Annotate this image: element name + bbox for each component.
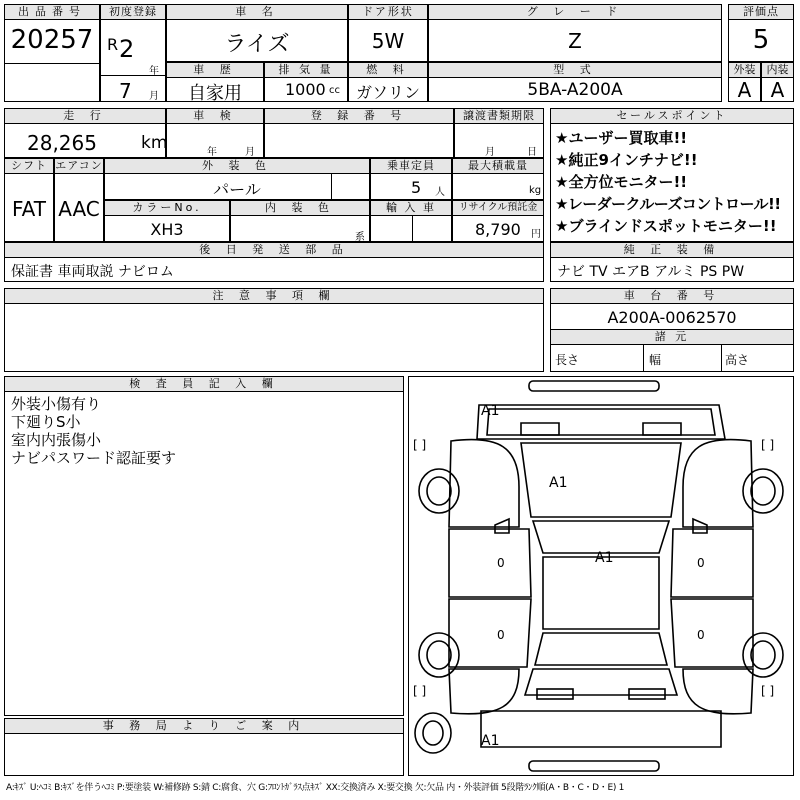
regno-label: 登 録 番 号 (265, 109, 453, 124)
history: 自家用 (188, 83, 242, 104)
chassis-box (550, 288, 794, 372)
fuel: ガソリン (355, 83, 420, 102)
shift-box (4, 158, 54, 242)
inspection-label: 車 検 (167, 109, 263, 124)
displacement-unit: cc (329, 85, 340, 96)
later-parts: 保証書 車両取説 ナビロム (11, 264, 174, 280)
mileage-box (4, 108, 166, 158)
seats-label: 乗車定員 (371, 159, 451, 174)
int-box (761, 62, 794, 102)
chassis-number: A200A-0062570 (607, 308, 737, 327)
model: 5BA-A200A (527, 80, 623, 100)
first-registration-box (100, 4, 166, 102)
door-box (348, 4, 428, 62)
car-name-label: 車 名 (167, 5, 347, 20)
ac-box (54, 158, 104, 242)
spec-height: 高さ (725, 353, 750, 367)
zero-label: 0 (497, 628, 505, 642)
shift-label: シフト (5, 159, 53, 174)
recycle-unit: 円 (531, 229, 541, 240)
era: R (107, 35, 119, 54)
inspector-note: ナビパスワード認証要す (11, 449, 177, 467)
color: パール (213, 180, 261, 199)
score-box (728, 4, 794, 62)
mileage-label: 走 行 (5, 109, 165, 124)
fuel-box (348, 62, 428, 102)
recycle-box (452, 200, 544, 242)
seats: 5 (411, 178, 422, 197)
history-box (166, 62, 264, 102)
recycle-label: リサイクル預託金 (453, 201, 543, 216)
zero-label: 0 (697, 556, 705, 570)
colorno: XH3 (150, 220, 184, 239)
zero-label: 0 (497, 556, 505, 570)
displacement: 1000 (285, 80, 326, 99)
color-label: 外 装 色 (105, 159, 369, 174)
mileage: 28,265 (27, 131, 97, 155)
ext-label: 外装 (729, 63, 760, 78)
mark-rear: A1 (481, 733, 500, 749)
sales-point: ★レーダークルーズコントロール!! (555, 195, 781, 213)
interior-box (230, 200, 370, 242)
sales-points-box (550, 108, 794, 242)
grade-box (428, 4, 722, 62)
sales-point: ★ユーザー買取車!! (555, 129, 688, 147)
model-box (428, 62, 722, 102)
mileage-unit: km (141, 133, 168, 153)
car-name-box (166, 4, 348, 62)
regno-box (264, 108, 454, 158)
equipment-label: 純 正 装 備 (551, 243, 793, 258)
int-label: 内装 (762, 63, 793, 78)
fuel-label: 燃 料 (349, 63, 427, 78)
door-label: ドア形状 (349, 5, 427, 20)
sales-point: ★純正9インチナビ!! (555, 151, 698, 169)
spec-length: 長さ (555, 353, 580, 367)
lot-box (4, 4, 100, 102)
insp-month: 月 (245, 147, 255, 158)
office-box (4, 718, 404, 776)
recycle: 8,790 (475, 220, 521, 239)
inspector-note: 下廻りS小 (11, 413, 81, 431)
inspector-label: 検 査 員 記 入 欄 (5, 377, 403, 392)
lot-number: 20257 (10, 25, 94, 55)
load-label: 最大積載量 (453, 159, 543, 174)
car-diagram (408, 376, 794, 776)
year-unit: 年 (149, 66, 159, 77)
score: 5 (752, 25, 770, 55)
car-diagram-svg (409, 377, 793, 775)
notes-box (4, 288, 544, 372)
office-label: 事 務 局 よ り ご 案 内 (5, 719, 403, 734)
grade: Z (568, 29, 582, 53)
displacement-label: 排 気 量 (265, 63, 347, 78)
inspection-box (166, 108, 264, 158)
equipment-box (550, 242, 794, 282)
displacement-box (264, 62, 348, 102)
model-label: 型 式 (429, 63, 721, 78)
transfer-box (454, 108, 544, 158)
transfer-label: 譲渡書類期限 (455, 109, 543, 124)
colorno-box (104, 200, 230, 242)
bracket-label: [ ] (761, 684, 775, 698)
sales-point: ★ブラインドスポットモニター!! (555, 217, 777, 235)
legend: A:ｷｽﾞ U:ﾍｺﾐ B:ｷｽﾞを伴うﾍｺﾐ P:要塗装 W:補修跡 S:錆 C:腐食、穴 G:ﾌﾛﾝﾄｶﾞﾗｽ点ｷｽﾞ XX:交換済み X:要交換 欠:欠品 内・外装評価 5段階ﾗﾝｸ順(A・B・C・D・E) 1 (6, 783, 625, 793)
mark-front: A1 (481, 403, 500, 419)
ext-box (728, 62, 761, 102)
import-box (370, 200, 452, 242)
bracket-label: [ ] (761, 438, 775, 452)
reg-year: 2 (119, 35, 135, 63)
chassis-label: 車 台 番 号 (551, 289, 793, 304)
bracket-label: [ ] (413, 438, 427, 452)
reg-month: 7 (119, 79, 132, 103)
inspector-note: 室内内張傷小 (11, 431, 102, 449)
ac: AAC (58, 197, 100, 221)
color-box (104, 158, 370, 200)
spec-width: 幅 (649, 353, 662, 367)
interior-unit: 系 (355, 232, 365, 243)
load-box (452, 158, 544, 200)
ac-label: エアコン (55, 159, 103, 172)
shift: FAT (11, 197, 46, 221)
seats-box (370, 158, 452, 200)
ext-grade: A (737, 78, 752, 102)
inspector-note: 外装小傷有り (11, 395, 102, 413)
mark-roof: A1 (595, 550, 614, 566)
import-label: 輸 入 車 (371, 201, 451, 216)
seats-unit: 人 (435, 187, 445, 198)
grade-label: グ レ ー ド (429, 5, 721, 20)
first-reg-label: 初度登録 (101, 5, 165, 20)
bracket-label: [ ] (413, 684, 427, 698)
car-name: ライズ (224, 32, 290, 57)
transfer-day: 日 (527, 147, 537, 158)
specs-label: 諸 元 (551, 330, 793, 345)
score-label: 評価点 (729, 5, 793, 20)
month-unit: 月 (149, 91, 159, 102)
later-parts-box (4, 242, 544, 282)
interior-label: 内 装 色 (231, 201, 369, 216)
transfer-month: 月 (485, 147, 495, 158)
history-label: 車 歴 (167, 63, 263, 78)
later-parts-label: 後 日 発 送 部 品 (5, 243, 543, 258)
insp-year: 年 (207, 147, 217, 158)
colorno-label: カラーNo. (105, 201, 229, 216)
sales-point: ★全方位モニター!! (555, 173, 688, 191)
door-type: 5W (371, 29, 405, 53)
zero-label: 0 (697, 628, 705, 642)
notes-label: 注 意 事 項 欄 (5, 289, 543, 304)
equipment: ナビ TV エアB アルミ PS PW (557, 264, 745, 280)
int-grade: A (770, 78, 785, 102)
inspector-box (4, 376, 404, 716)
load-unit: kg (529, 185, 542, 196)
mark-hood: A1 (549, 475, 568, 491)
sales-points-label: セールスポイント (551, 109, 793, 124)
lot-label: 出品番号 (5, 5, 99, 20)
